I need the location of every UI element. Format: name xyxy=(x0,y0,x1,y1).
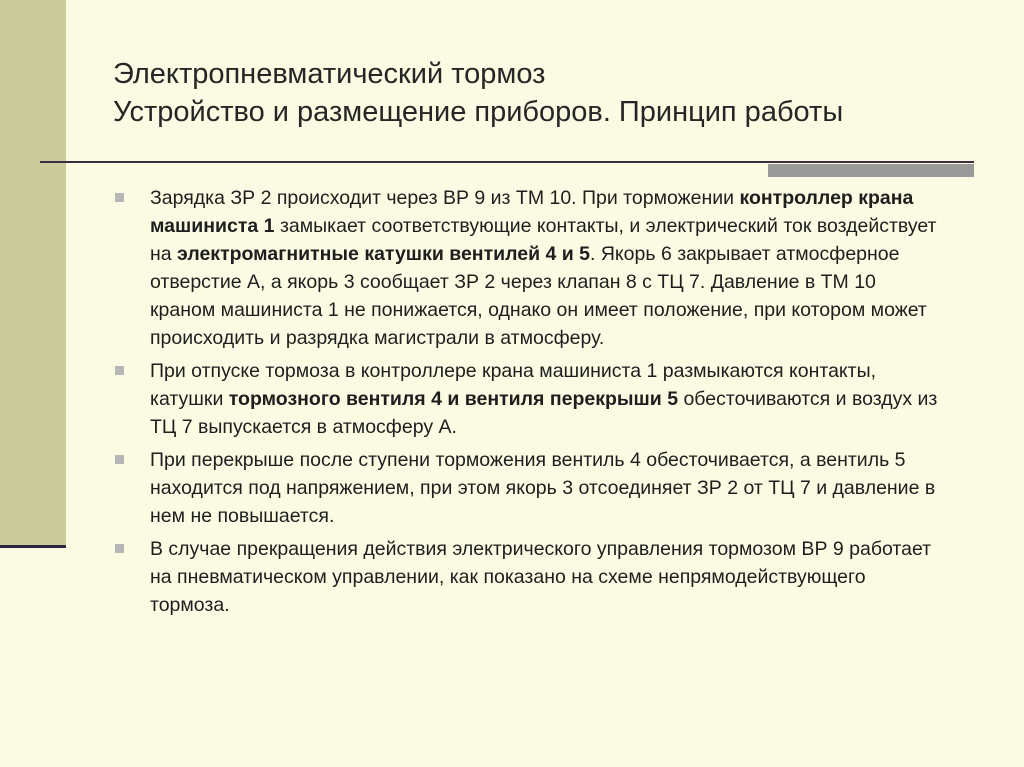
title-divider xyxy=(40,161,974,163)
bold-term: контроллер крана машиниста 1 xyxy=(150,187,914,237)
slide-title-line-2: Устройство и размещение приборов. Принцип работы xyxy=(113,96,844,128)
text-run: обесточиваются и воздух из ТЦ 7 выпускается в атмосферу А. xyxy=(150,388,938,438)
bullet-item xyxy=(113,184,943,352)
text-run: замыкает соответствующие контакты, и электрический ток воздействует на xyxy=(150,215,937,265)
bullet-text xyxy=(150,187,937,349)
bullet-text xyxy=(150,538,931,616)
bullet-square-icon xyxy=(115,544,124,553)
left-accent-bar-line xyxy=(0,545,66,548)
title-divider-accent xyxy=(768,164,974,177)
bullet-item xyxy=(113,446,943,530)
bullet-item xyxy=(113,535,943,619)
text-run: В случае прекращения действия электрического управления тормозом ВР 9 работает на пневматическом управлении, как показано на схеме непрямодействующего тормоза. xyxy=(150,538,932,616)
bullet-square-icon xyxy=(115,193,124,202)
text-run: При отпуске тормоза в контроллере крана машиниста 1 размыкаются контакты, катушки xyxy=(150,360,877,410)
bold-term: электромагнитные катушки вентилей 4 и 5 xyxy=(177,243,591,265)
bullet-text xyxy=(150,449,935,527)
bullet-square-icon xyxy=(115,455,124,464)
text-run: При перекрыше после ступени торможения вентиль 4 обесточивается, а вентиль 5 находится под напряжением, при этом якорь 3 отсоединяет ЗР 2 от ТЦ 7 и давление в нем не повышается. xyxy=(150,449,936,527)
slide-title xyxy=(113,55,993,131)
slide-title-line-1: Электропневматический тормоз xyxy=(113,58,546,90)
bullet-square-icon xyxy=(115,366,124,375)
bullet-text xyxy=(150,360,937,438)
bullet-list xyxy=(113,184,943,624)
bold-term: тормозного вентиля 4 и вентиля перекрыши 5 xyxy=(228,388,679,410)
text-run: Зарядка ЗР 2 происходит через ВР 9 из ТМ 10. При торможении xyxy=(150,187,740,209)
left-accent-bar xyxy=(0,0,66,547)
bullet-item xyxy=(113,357,943,441)
text-run: . Якорь 6 закрывает атмосферное отверстие А, а якорь 3 сообщает ЗР 2 через клапан 8 с ТЦ 7. Давление в ТМ 10 краном машиниста 1 не понижается, однако он имеет положение, при котором может происходить и разрядка магистрали в атмосферу. xyxy=(150,243,927,349)
